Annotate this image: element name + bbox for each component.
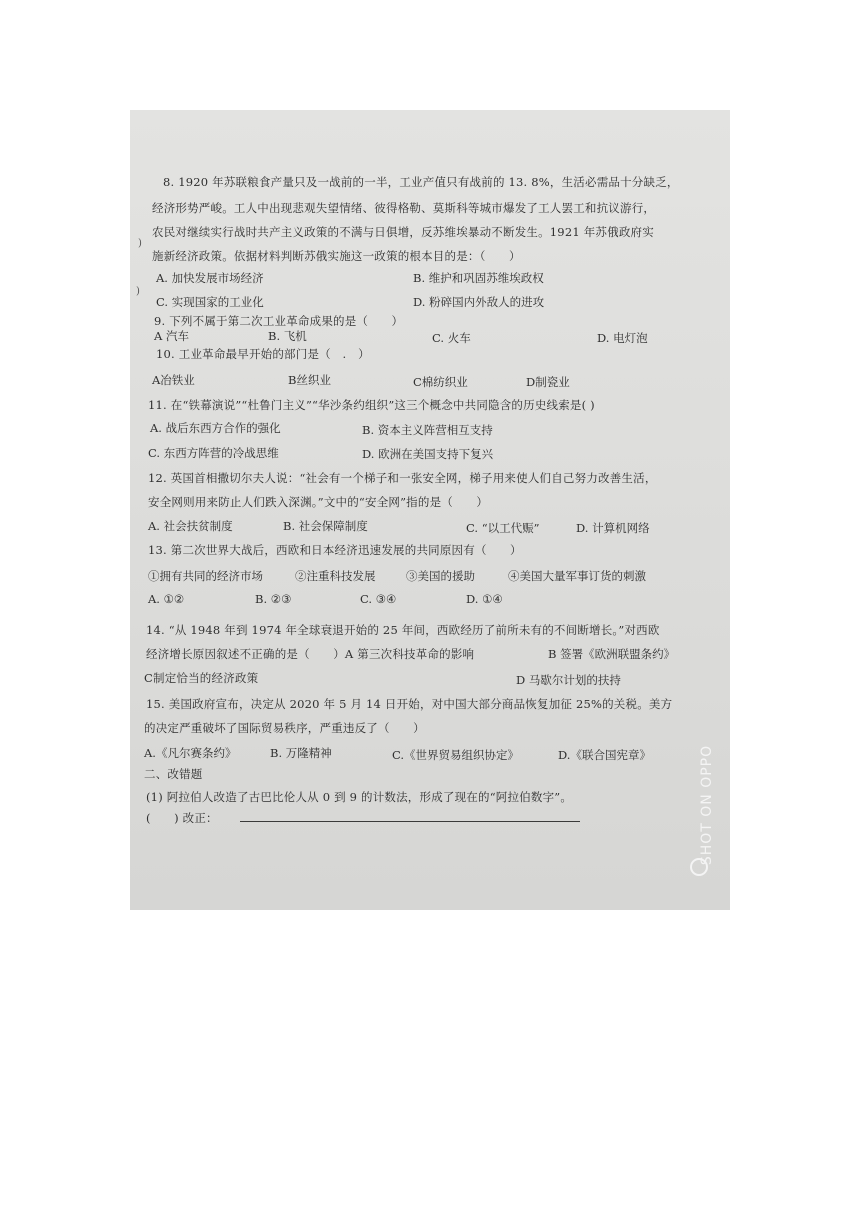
question-8-line-4: 施新经济政策。依据材料判断苏俄实施这一政策的根本目的是：（ ） [152,249,521,263]
question-12-line-1: 12. 英国首相撒切尔夫人说：“社会有一个梯子和一张安全网，梯子用来使人们自己努力改善生活， [148,471,657,485]
question-13-option-a: A. ①② [148,592,185,606]
question-15-option-b: B. 万隆精神 [270,746,332,760]
question-13-item-3: ③美国的援助 [406,569,475,583]
question-10-stem: 10. 工业革命最早开始的部门是（ . ） [156,347,370,361]
question-8-option-c: C. 实现国家的工业化 [156,295,264,309]
question-8-line-3: 农民对继续实行战时共产主义政策的不满与日俱增，反苏维埃暴动不断发生。1921 年苏俄政府实 [152,225,654,239]
question-9-option-a: A 汽车 [154,329,189,343]
question-10-option-d: D制瓷业 [526,375,570,389]
question-11-option-d: D. 欧洲在美国支持下复兴 [362,447,494,461]
question-8-option-a: A. 加快发展市场经济 [156,271,264,285]
question-13-option-d: D. ①④ [466,592,503,606]
question-9-option-c: C. 火车 [432,331,471,345]
question-15-option-d: D.《联合国宪章》 [558,748,651,762]
question-14-line-2: 经济增长原因叙述不正确的是（ ）A 第三次科技革命的影响 [146,647,475,661]
question-11-option-b: B. 资本主义阵营相互支持 [362,423,493,437]
margin-mark: ) [138,238,142,249]
question-9-stem: 9. 下列不属于第二次工业革命成果的是（ ） [154,314,404,328]
question-13-item-2: ②注重科技发展 [295,569,376,583]
question-12-option-d: D. 计算机网络 [576,521,650,535]
camera-logo-icon [690,858,708,876]
question-12-option-a: A. 社会扶贫制度 [148,519,233,533]
question-14-option-b: B 签署《欧洲联盟条约》 [548,647,676,661]
question-10-option-b: B丝织业 [288,373,331,387]
question-10-option-a: A冶铁业 [152,373,195,387]
correction-answer-label: ( ) 改正： [146,811,218,825]
margin-mark: ) [136,286,140,297]
question-15-line-2: 的决定严重破坏了国际贸易秩序，严重违反了（ ） [144,721,425,735]
question-13-item-4: ④美国大量军事订货的刺激 [508,569,646,583]
question-12-line-2: 安全网则用来防止人们跌入深渊。”文中的“安全网”指的是（ ） [148,495,489,509]
question-15-option-c: C.《世界贸易组织协定》 [392,748,520,762]
answer-blank-line [240,821,580,822]
camera-watermark: SHOT ON OPPO [699,744,715,866]
question-12-option-c: C. “以工代赈” [466,521,540,535]
question-9-option-d: D. 电灯泡 [597,331,648,345]
correction-item-1: (1) 阿拉伯人改造了古巴比伦人从 0 到 9 的计数法，形成了现在的“阿拉伯数字”。 [146,790,573,804]
question-13-stem: 13. 第二次世界大战后，西欧和日本经济迅速发展的共同原因有（ ） [148,543,522,557]
question-8-line-2: 经济形势严峻。工人中出现悲观失望情绪、彼得格勒、莫斯科等城市爆发了工人罢工和抗议游行， [152,201,656,215]
question-14-line-3: C制定恰当的经济政策 [144,671,259,685]
exam-paper-photo [130,110,730,910]
question-14-line-1: 14. “从 1948 年到 1974 年全球衰退开始的 25 年间，西欧经历了前所未有的不间断增长。”对西欧 [146,623,660,637]
question-13-item-1: ①拥有共同的经济市场 [148,569,263,583]
question-11-option-a: A. 战后东西方合作的强化 [150,421,281,435]
question-14-option-d: D 马歇尔计划的扶持 [516,673,621,687]
question-13-option-b: B. ②③ [255,592,292,606]
question-11-stem: 11. 在“铁幕演说”“杜鲁门主义”“华沙条约组织”这三个概念中共同隐含的历史线索是( ) [148,398,595,412]
question-8-option-d: D. 粉碎国内外敌人的进攻 [413,295,545,309]
question-11-option-c: C. 东西方阵营的冷战思维 [148,446,279,460]
section-heading: 二、改错题 [144,767,203,781]
question-9-option-b: B. 飞机 [268,329,307,343]
question-15-line-1: 15. 美国政府宣布，决定从 2020 年 5 月 14 日开始，对中国大部分商品恢复加征 25%的关税。美方 [146,697,673,711]
question-12-option-b: B. 社会保障制度 [283,519,368,533]
question-8-line-1: 8. 1920 年苏联粮食产量只及一战前的一半，工业产值只有战前的 13. 8%，生活必需品十分缺乏， [163,175,679,189]
question-10-option-c: C棉纺织业 [413,375,468,389]
question-15-option-a: A.《凡尔赛条约》 [144,746,237,760]
question-13-option-c: C. ③④ [360,592,397,606]
question-8-option-b: B. 维护和巩固苏维埃政权 [413,271,544,285]
